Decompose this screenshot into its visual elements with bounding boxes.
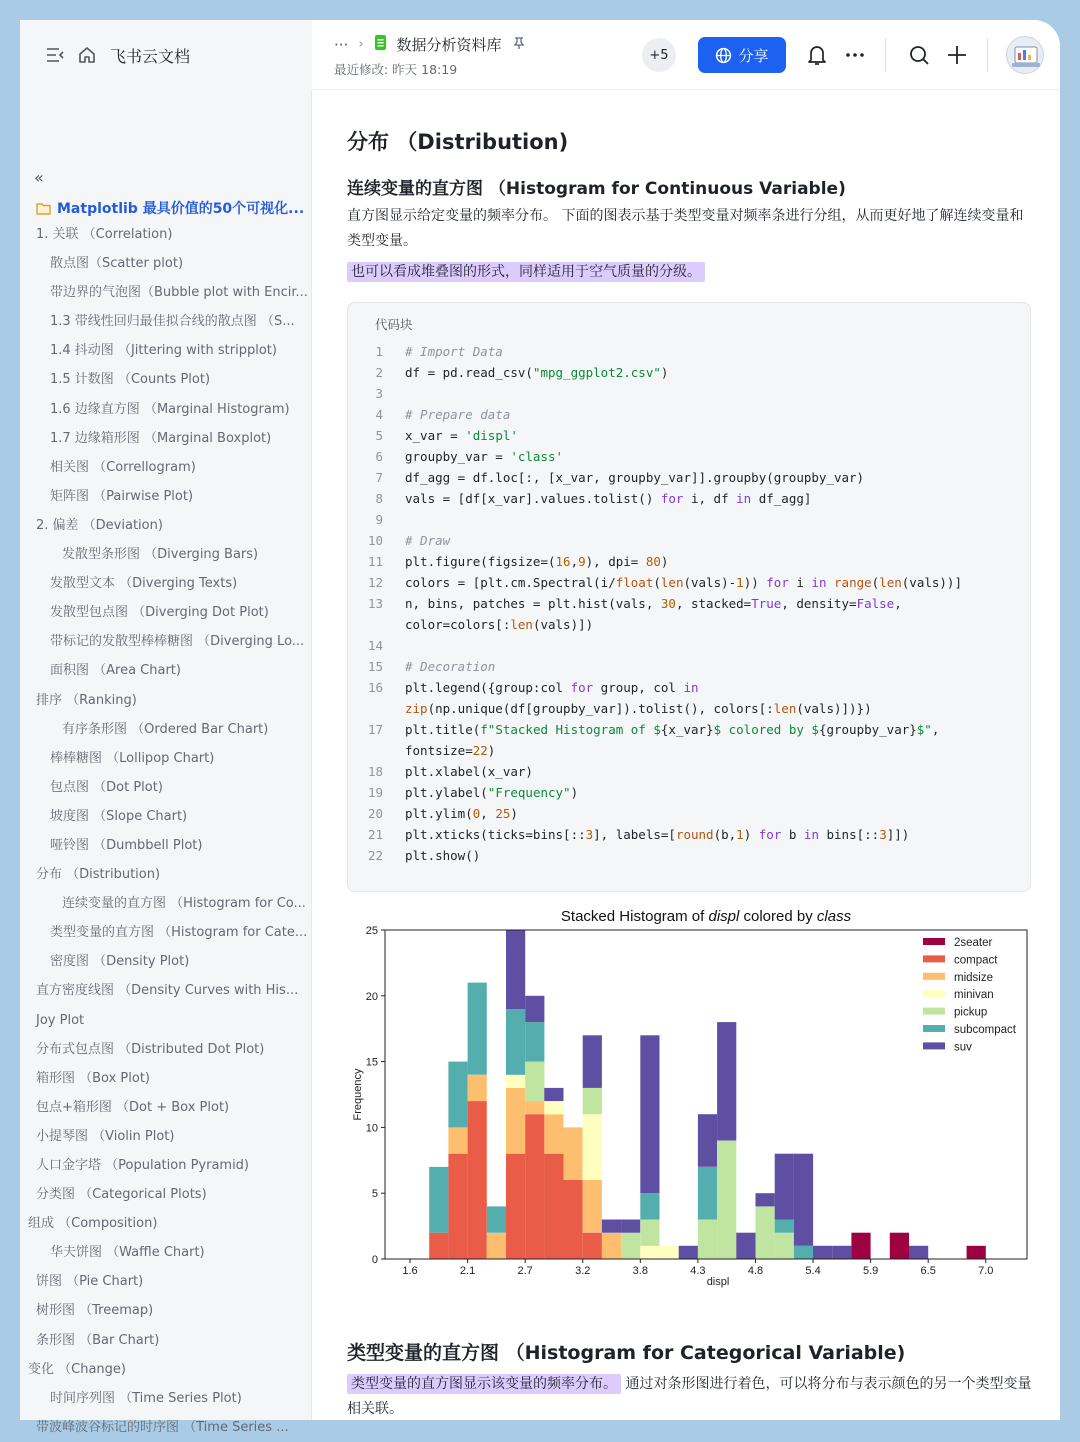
histogram-bar — [468, 1075, 487, 1101]
outline-item[interactable]: 2. 偏差 （Deviation) — [36, 517, 163, 533]
x-tick-label: 2.7 — [517, 1265, 533, 1277]
code-text: plt.xticks(ticks=bins[::3], labels=[round(b,1) for b in bins[::3]]) — [405, 827, 910, 842]
x-axis-label: displ — [706, 1276, 730, 1288]
outline-item[interactable]: 包点+箱形图 （Dot + Box Plot) — [36, 1099, 230, 1115]
y-tick-label: 10 — [365, 1122, 378, 1135]
line-number: 22 — [367, 848, 383, 863]
histogram-bar — [525, 1114, 544, 1259]
histogram-bar — [429, 1233, 448, 1259]
line-number: 18 — [367, 764, 383, 779]
outline-item[interactable]: 树形图 （Treemap) — [36, 1303, 154, 1319]
histogram-bar — [525, 1022, 544, 1062]
line-number: 17 — [367, 722, 383, 737]
toolbar-divider — [987, 38, 988, 72]
outline-item[interactable]: 散点图（Scatter plot) — [50, 256, 184, 272]
line-number: 6 — [375, 449, 383, 464]
more-icon[interactable] — [842, 42, 868, 68]
y-tick-label: 5 — [371, 1188, 378, 1201]
document-body — [313, 90, 1060, 1420]
outline-item[interactable]: 哑铃图 （Dumbbell Plot) — [50, 837, 203, 853]
line-number: 9 — [375, 512, 383, 527]
histogram-bar — [640, 1193, 659, 1219]
histogram-bar — [602, 1220, 621, 1233]
code-line — [348, 467, 962, 488]
outline-item[interactable]: 排序 （Ranking) — [36, 692, 137, 708]
line-number: 5 — [375, 428, 383, 443]
line-number: 21 — [367, 827, 383, 842]
y-tick-label: 0 — [371, 1254, 378, 1266]
histogram-bar — [506, 1009, 525, 1075]
legend-swatch — [923, 1042, 945, 1049]
line-number: 16 — [367, 680, 383, 695]
outline-item[interactable]: 小提琴图 （Violin Plot) — [36, 1128, 175, 1144]
histogram-bar — [429, 1167, 448, 1233]
histogram-bar — [794, 1154, 813, 1246]
code-text: plt.xlabel(x_var) — [405, 764, 533, 779]
histogram-bar — [525, 1062, 544, 1102]
y-tick-label: 25 — [365, 925, 378, 937]
section-heading: 分布 （Distribution) — [347, 130, 569, 154]
legend-label: pickup — [954, 1006, 988, 1019]
histogram-bar — [717, 1022, 736, 1140]
histogram-bar — [775, 1220, 794, 1233]
outline-item[interactable]: 类型变量的直方图 （Histogram for Cate... — [50, 925, 308, 941]
line-number: 11 — [367, 554, 383, 569]
line-number: 19 — [367, 785, 383, 800]
code-text — [383, 509, 405, 530]
top-bar — [20, 20, 1060, 90]
line-number: 12 — [367, 575, 383, 590]
line-number: 10 — [367, 533, 383, 548]
histogram-bar — [583, 1114, 602, 1180]
line-number: 1 — [375, 344, 383, 359]
outline-item[interactable]: 密度图 （Density Plot) — [50, 954, 190, 970]
code-line — [348, 677, 962, 698]
histogram-bar — [525, 996, 544, 1022]
code-line — [348, 404, 962, 425]
histogram-bar — [564, 1180, 583, 1259]
outline-item[interactable]: 包点图 （Dot Plot) — [50, 779, 163, 795]
outline-item[interactable]: 坡度图 （Slope Chart) — [50, 808, 188, 824]
code-text: color=colors[:len(vals)]) — [405, 617, 594, 632]
code-text: plt.ylabel("Frequency") — [405, 785, 579, 800]
code-line — [348, 551, 962, 572]
x-tick-label: 4.3 — [690, 1265, 706, 1277]
share-button[interactable] — [698, 37, 786, 73]
line-number: 4 — [375, 407, 383, 422]
x-tick-label: 3.8 — [632, 1265, 648, 1277]
code-line — [348, 635, 962, 656]
code-line — [348, 614, 962, 635]
histogram-bar — [640, 1035, 659, 1193]
histogram-bar — [506, 1088, 525, 1154]
histogram-bar — [544, 1154, 563, 1259]
histogram-bar — [487, 1206, 506, 1232]
histogram-bar — [640, 1220, 659, 1246]
code-line — [348, 362, 962, 383]
line-number: 13 — [367, 596, 383, 611]
pin-icon[interactable] — [512, 36, 526, 54]
chevron-right-icon: › — [358, 37, 364, 52]
outline-title[interactable] — [36, 198, 304, 218]
highlight-paragraph — [347, 260, 1037, 285]
code-line — [348, 782, 962, 803]
histogram-bar — [967, 1246, 986, 1259]
line-number: 7 — [375, 470, 383, 485]
code-text: df_agg = df.loc[:, [x_var, groupby_var]].groupby(groupby_var) — [405, 470, 865, 485]
outline-item[interactable]: 相关图 （Correllogram) — [50, 459, 196, 475]
code-line — [348, 824, 962, 845]
chart-title: Stacked Histogram of displ colored by class — [560, 908, 852, 925]
doc-title[interactable]: 数据分析资料库 — [396, 36, 502, 54]
histogram-bar — [487, 1233, 506, 1259]
legend-label: 2seater — [954, 937, 993, 949]
line-number: 20 — [367, 806, 383, 821]
outline-item[interactable]: 矩阵图 （Pairwise Plot) — [50, 488, 194, 504]
outline-item[interactable]: 直方密度线图 （Density Curves with His... — [36, 983, 299, 999]
histogram-bar — [544, 1101, 563, 1114]
share-label: 分享 — [738, 46, 769, 65]
outline-item[interactable]: Joy Plot — [36, 1012, 85, 1028]
workspace-name[interactable]: 飞书云文档 — [110, 46, 191, 66]
histogram-bar — [851, 1233, 870, 1259]
histogram-bar — [468, 1101, 487, 1259]
outline-toggle-icon[interactable] — [46, 47, 64, 63]
x-tick-label: 2.1 — [459, 1265, 476, 1277]
histogram-bar — [698, 1220, 717, 1260]
user-avatar[interactable] — [1006, 36, 1044, 74]
histogram-bar — [448, 1062, 467, 1128]
line-number — [348, 614, 383, 635]
outline-item[interactable]: 棒棒糖图 （Lollipop Chart) — [50, 750, 215, 766]
code-line — [348, 530, 962, 551]
code-text: groupby_var = 'class' — [405, 449, 564, 464]
line-number: 14 — [367, 638, 383, 653]
outline-item[interactable]: 时间序列图 （Time Series Plot) — [50, 1390, 242, 1406]
histogram-bar — [544, 1114, 563, 1154]
bell-icon[interactable] — [804, 42, 830, 68]
histogram-bar — [468, 983, 487, 1075]
outline-item[interactable]: 1.6 边缘直方图 （Marginal Histogram) — [50, 401, 290, 417]
histogram-bar — [583, 1088, 602, 1114]
outline-list — [20, 220, 312, 1442]
histogram-bar — [583, 1035, 602, 1088]
toolbar-divider — [885, 38, 886, 72]
histogram-bar — [756, 1206, 775, 1259]
outline-item[interactable]: 条形图 （Bar Chart) — [36, 1332, 160, 1348]
legend-swatch — [923, 1025, 945, 1032]
paragraph — [347, 1372, 1037, 1422]
outline-item[interactable]: 变化 （Change) — [28, 1361, 126, 1377]
histogram-bar — [448, 1154, 467, 1259]
code-text: fontsize=22) — [405, 743, 496, 758]
outline-item[interactable]: 发散型文本 （Diverging Texts) — [50, 576, 238, 592]
legend-swatch — [923, 1008, 945, 1015]
legend-label: minivan — [954, 989, 994, 1002]
x-tick-label: 5.4 — [805, 1265, 821, 1277]
paragraph: 直方图显示给定变量的频率分布。 下面的图表示基于类型变量对频率条进行分组，从而更好地了解连续变量和类型变量。 — [347, 208, 1024, 249]
code-text: # Import Data — [405, 344, 503, 359]
x-tick-label: 7.0 — [978, 1265, 994, 1277]
collapse-sidebar-icon[interactable]: « — [34, 168, 44, 187]
code-text: # Prepare data — [405, 407, 511, 422]
code-line — [348, 803, 962, 824]
code-text: n, bins, patches = plt.hist(vals, 30, stacked=True, density=False, — [405, 596, 902, 611]
outline-title-text: Matplotlib 最具价值的50个可视化... — [57, 201, 305, 217]
legend-swatch — [923, 973, 945, 980]
code-text: zip(np.unique(df[groupby_var]).tolist(), colors[:len(vals)])}) — [405, 701, 872, 716]
code-line — [348, 593, 962, 614]
histogram-bar — [679, 1246, 698, 1259]
code-text: # Draw — [405, 533, 451, 548]
code-block[interactable] — [347, 302, 1031, 892]
outline-item[interactable]: 面积图 （Area Chart) — [50, 663, 181, 679]
histogram-bar — [448, 1127, 467, 1153]
search-icon[interactable] — [906, 42, 932, 68]
app-window — [20, 20, 1060, 1435]
highlighted-text: 也可以看成堆叠图的形式，同样适用于空气质量的分级。 — [347, 262, 705, 282]
code-line — [348, 446, 962, 467]
code-text: plt.figure(figsize=(16,9), dpi= 80) — [405, 554, 669, 569]
code-text: # Decoration — [405, 659, 496, 674]
code-text: df = pd.read_csv("mpg_ggplot2.csv") — [405, 365, 669, 380]
breadcrumb — [334, 34, 526, 55]
y-tick-label: 20 — [365, 990, 378, 1003]
histogram-bar — [525, 1101, 544, 1114]
outline-item[interactable]: 箱形图 （Box Plot) — [36, 1070, 151, 1086]
last-modified: 最近修改: 昨天 18:19 — [334, 62, 458, 77]
histogram-bar — [602, 1233, 621, 1259]
breadcrumb-more[interactable]: ··· — [334, 35, 349, 54]
code-line — [348, 698, 962, 719]
histogram-bar — [775, 1154, 794, 1220]
legend-swatch — [923, 938, 945, 945]
legend-label: subcompact — [954, 1024, 1017, 1036]
histogram-bar — [506, 1154, 525, 1259]
outline-item[interactable]: 分布 （Distribution) — [36, 867, 161, 883]
collaborators-more[interactable]: +5 — [642, 38, 676, 72]
code-line — [348, 845, 962, 866]
outline-item[interactable]: 发散型条形图 （Diverging Bars) — [62, 547, 259, 563]
workspace-bar — [20, 20, 312, 90]
y-tick-label: 15 — [365, 1056, 378, 1069]
code-line — [348, 656, 962, 677]
line-number: 3 — [375, 386, 383, 401]
histogram-bar — [813, 1246, 832, 1259]
outline-item[interactable]: 带标记的发散型棒棒糖图 （Diverging Lo... — [50, 634, 305, 650]
home-icon[interactable] — [78, 46, 96, 64]
code-line — [348, 341, 962, 362]
subsection-heading: 类型变量的直方图 （Histogram for Categorical Variable) — [347, 1342, 906, 1364]
code-text: vals = [df[x_var].values.tolist() for i, df in df_agg] — [405, 491, 812, 506]
outline-item[interactable]: 带波峰波谷标记的时序图 （Time Series ... — [36, 1419, 289, 1435]
histogram-bar — [775, 1233, 794, 1259]
histogram-bar — [640, 1246, 659, 1259]
code-line — [348, 719, 962, 740]
sheet-file-icon — [374, 34, 387, 55]
outline-item[interactable]: 分布式包点图 （Distributed Dot Plot) — [36, 1041, 265, 1057]
histogram-bar — [506, 1075, 525, 1088]
doc-header — [312, 20, 1060, 90]
outline-item[interactable]: 饼图 （Pie Chart) — [36, 1274, 144, 1290]
code-block-caption: 代码块 — [375, 317, 413, 332]
x-tick-label: 1.6 — [402, 1265, 418, 1277]
code-text: plt.ylim(0, 25) — [405, 806, 518, 821]
legend-label: suv — [954, 1041, 972, 1054]
histogram-bar — [583, 1233, 602, 1259]
legend-label: compact — [954, 954, 998, 967]
code-text: plt.show() — [405, 848, 481, 863]
outline-item[interactable]: 人口金字塔 （Population Pyramid) — [36, 1158, 250, 1173]
stacked-histogram-chart — [347, 905, 1037, 1315]
outline-item[interactable]: 1.4 抖动图 （Jittering with stripplot) — [50, 343, 277, 359]
histogram-bar — [756, 1193, 775, 1206]
x-tick-label: 5.9 — [862, 1265, 879, 1277]
histogram-bar — [698, 1114, 717, 1167]
line-number: 8 — [375, 491, 383, 506]
line-number — [348, 740, 383, 761]
code-text: plt.title(f"Stacked Histogram of ${x_var}$ colored by ${groupby_var}$", — [405, 722, 940, 737]
legend-label: midsize — [954, 971, 993, 984]
histogram-bar — [621, 1220, 640, 1233]
outline-item[interactable]: 组成 （Composition) — [28, 1216, 158, 1232]
outline-item[interactable]: 1.5 计数图 （Counts Plot) — [50, 372, 211, 388]
code-line — [348, 572, 962, 593]
histogram-bar — [506, 930, 525, 1009]
histogram-bar — [564, 1127, 583, 1180]
highlighted-text: 类型变量的直方图显示该变量的频率分布。 — [347, 1374, 621, 1394]
x-tick-label: 4.8 — [747, 1265, 764, 1277]
code-text: colors = [plt.cm.Spectral(i/float(len(vals)-1)) for i in range(len(vals))] — [405, 575, 962, 590]
globe-icon — [715, 47, 732, 64]
histogram-bar — [909, 1246, 928, 1259]
legend-swatch — [923, 990, 945, 997]
outline-item[interactable]: 分类图 （Categorical Plots) — [36, 1187, 207, 1203]
histogram-bar — [583, 1180, 602, 1233]
code-text: x_var = 'displ' — [405, 428, 518, 443]
y-axis-label: Frequency — [352, 1068, 364, 1121]
histogram-bar — [832, 1246, 851, 1259]
outline-item[interactable]: 带边界的气泡图（Bubble plot with Encir... — [50, 285, 308, 301]
histogram-bar — [660, 1246, 679, 1259]
plus-icon[interactable] — [944, 42, 970, 68]
line-number — [348, 698, 383, 719]
paragraph-text: 通过对条形图进行着色，可以将分布与表示颜色的另一个类型变量相关联。 — [347, 1376, 1032, 1417]
x-tick-label: 3.2 — [575, 1265, 591, 1277]
histogram-bar — [717, 1141, 736, 1259]
outline-item[interactable]: 华夫饼图 （Waffle Chart) — [50, 1245, 205, 1261]
outline-sidebar — [20, 90, 312, 1435]
code-line — [348, 425, 962, 446]
code-line — [348, 383, 962, 404]
code-line — [348, 740, 962, 761]
line-number: 15 — [367, 659, 383, 674]
code-line — [348, 509, 962, 530]
outline-item[interactable]: 有序条形图 （Ordered Bar Chart) — [62, 721, 269, 737]
legend-swatch — [923, 955, 945, 962]
histogram-bar — [736, 1233, 755, 1259]
x-tick-label: 6.5 — [920, 1265, 936, 1277]
line-number: 2 — [375, 365, 383, 380]
code-text — [383, 383, 405, 404]
outline-item[interactable]: 1.7 边缘箱形图 （Marginal Boxplot) — [50, 430, 272, 446]
outline-item[interactable]: 1. 关联 （Correlation) — [36, 227, 173, 242]
histogram-bar — [621, 1233, 640, 1259]
outline-item[interactable]: 1.3 带线性回归最佳拟合线的散点图 （S... — [50, 314, 295, 330]
histogram-bar — [698, 1167, 717, 1220]
code-line — [348, 761, 962, 782]
histogram-bar — [794, 1246, 813, 1259]
code-text — [383, 635, 405, 656]
code-line — [348, 488, 962, 509]
histogram-bar — [544, 1088, 563, 1101]
folder-icon — [36, 202, 51, 215]
outline-item[interactable]: 发散型包点图 （Diverging Dot Plot) — [50, 605, 269, 621]
code-text: plt.legend({group:col for group, col in — [405, 680, 699, 695]
subsection-heading: 连续变量的直方图 （Histogram for Continuous Variable) — [347, 179, 846, 199]
code-lines — [348, 341, 962, 866]
outline-item[interactable]: 连续变量的直方图 （Histogram for Co... — [62, 896, 306, 912]
histogram-bar — [890, 1233, 909, 1259]
